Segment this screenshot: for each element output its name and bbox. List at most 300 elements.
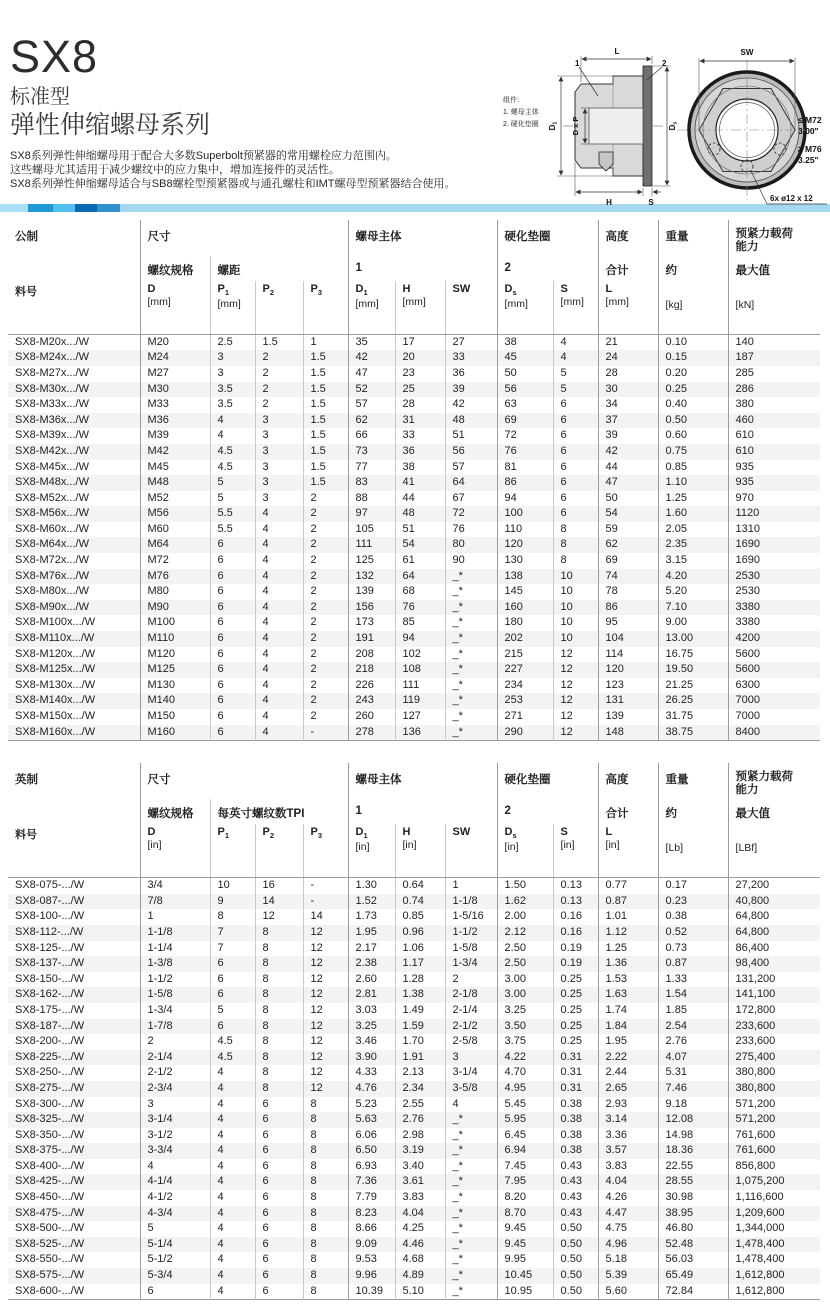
value-cell: M30 <box>140 382 210 398</box>
series-subtitle: 弹性伸缩螺母系列 <box>10 111 211 139</box>
value-cell: 2 <box>303 584 348 600</box>
part-number-cell: SX8-275-.../W <box>15 1081 85 1094</box>
value-cell: 1.5 <box>303 413 348 429</box>
column-header: SW <box>445 281 497 335</box>
value-cell: 8 <box>255 1003 303 1019</box>
legend-title: 组件: <box>503 97 519 104</box>
value-cell: 160 <box>497 600 553 616</box>
value-cell: 12 <box>255 909 303 925</box>
value-cell: 5600 <box>728 662 820 678</box>
value-cell: 5.95 <box>497 1112 553 1128</box>
value-cell: 98,400 <box>728 956 820 972</box>
value-cell: 2 <box>140 1034 210 1050</box>
part-number-cell: SX8-M130x.../W <box>15 678 96 691</box>
value-cell: 0.43 <box>553 1174 598 1190</box>
table-row <box>8 522 820 538</box>
value-cell: _* <box>445 1237 497 1253</box>
part-number-cell: SX8-M120x.../W <box>15 647 96 660</box>
value-cell: 4.04 <box>598 1174 658 1190</box>
table-row <box>8 1206 820 1222</box>
value-cell: 2 <box>303 537 348 553</box>
value-cell: 3.25 <box>497 1003 553 1019</box>
value-cell: 8 <box>303 1252 348 1268</box>
value-cell: 380,800 <box>728 1081 820 1097</box>
value-cell: 38.95 <box>658 1206 728 1222</box>
value-cell: 8 <box>255 941 303 957</box>
part-number-cell: SX8-550-.../W <box>15 1253 85 1266</box>
group-dimensions: 尺寸 <box>140 220 348 256</box>
value-cell: 3.5 <box>210 382 255 398</box>
value-cell: _* <box>445 615 497 631</box>
value-cell: 0.38 <box>553 1143 598 1159</box>
value-cell: 120 <box>598 662 658 678</box>
value-cell: 56 <box>497 382 553 398</box>
value-cell: 41 <box>395 475 445 491</box>
value-cell: 127 <box>395 709 445 725</box>
value-cell: 28 <box>395 397 445 413</box>
group-dimensions: 尺寸 <box>140 763 348 799</box>
table-row <box>8 584 820 600</box>
value-cell: 2530 <box>728 584 820 600</box>
value-cell: 0.43 <box>553 1159 598 1175</box>
value-cell: 47 <box>598 475 658 491</box>
value-cell: 12 <box>553 647 598 663</box>
value-cell: 1 <box>445 878 497 894</box>
column-header: S [mm] <box>553 281 598 335</box>
value-cell: 86 <box>497 475 553 491</box>
value-cell: 4-3/4 <box>140 1206 210 1222</box>
value-cell: 12 <box>303 956 348 972</box>
value-cell: 243 <box>348 693 395 709</box>
value-cell: M72 <box>140 553 210 569</box>
value-cell: 1.38 <box>395 987 445 1003</box>
value-cell: 1.85 <box>658 1003 728 1019</box>
table-row <box>8 1081 820 1097</box>
value-cell: 4 <box>255 725 303 741</box>
value-cell: 1.53 <box>598 972 658 988</box>
value-cell: 28.55 <box>658 1174 728 1190</box>
value-cell: 9.18 <box>658 1097 728 1113</box>
value-cell: 12 <box>303 987 348 1003</box>
value-cell: M36 <box>140 413 210 429</box>
value-cell: 6 <box>210 647 255 663</box>
washer-section <box>643 66 652 186</box>
group-weight-sub: 约 <box>658 256 728 281</box>
value-cell: 8 <box>210 909 255 925</box>
value-cell: 0.38 <box>553 1097 598 1113</box>
table-row <box>8 350 820 366</box>
value-cell: 4200 <box>728 631 820 647</box>
value-cell: 4.20 <box>658 569 728 585</box>
value-cell: 0.50 <box>553 1221 598 1237</box>
table-row <box>8 956 820 972</box>
value-cell: 33 <box>445 350 497 366</box>
table-row <box>8 553 820 569</box>
value-cell: 4 <box>255 584 303 600</box>
value-cell: 3-1/4 <box>445 1065 497 1081</box>
value-cell: 1.73 <box>348 909 395 925</box>
value-cell: 6 <box>255 1159 303 1175</box>
value-cell: 2 <box>303 615 348 631</box>
note-small-size-in: 3.00" <box>798 126 819 136</box>
technical-drawing <box>495 34 830 212</box>
value-cell: _* <box>445 1159 497 1175</box>
value-cell: 3-1/4 <box>140 1112 210 1128</box>
value-cell: 23 <box>395 366 445 382</box>
value-cell: 18.36 <box>658 1143 728 1159</box>
value-cell: 1.36 <box>598 956 658 972</box>
value-cell: 0.75 <box>658 444 728 460</box>
value-cell: 4 <box>255 615 303 631</box>
group-height-sub: 合计 <box>598 256 658 281</box>
value-cell: 73 <box>348 444 395 460</box>
table-row <box>8 1034 820 1050</box>
value-cell: 1690 <box>728 553 820 569</box>
value-cell: 108 <box>395 662 445 678</box>
value-cell: 1-1/2 <box>140 972 210 988</box>
legend-item-washer: 2. 硬化垫圈 <box>503 121 539 128</box>
column-header: $D_1$ [in] <box>348 824 395 878</box>
value-cell: 4.07 <box>658 1050 728 1066</box>
part-number-cell: SX8-M45x.../W <box>15 460 89 473</box>
value-cell: 1.30 <box>348 878 395 894</box>
value-cell: 14.98 <box>658 1128 728 1144</box>
value-cell: 0.85 <box>395 909 445 925</box>
value-cell: _* <box>445 1284 497 1300</box>
value-cell: 610 <box>728 428 820 444</box>
value-cell: 1.17 <box>395 956 445 972</box>
value-cell: 12 <box>303 1003 348 1019</box>
value-cell: 1-1/4 <box>140 941 210 957</box>
part-number-cell: SX8-100-.../W <box>15 910 85 923</box>
dim-label-SW: SW <box>740 48 754 57</box>
value-cell: 1,075,200 <box>728 1174 820 1190</box>
value-cell: 1.50 <box>497 878 553 894</box>
value-cell: 6 <box>210 693 255 709</box>
value-cell: 3 <box>445 1050 497 1066</box>
value-cell: 1.28 <box>395 972 445 988</box>
value-cell: 0.38 <box>658 909 728 925</box>
value-cell: 1.5 <box>303 475 348 491</box>
column-header: $D_1$ [mm] <box>348 281 395 335</box>
value-cell: 4 <box>553 334 598 350</box>
value-cell: 12 <box>303 1019 348 1035</box>
value-cell: 7.79 <box>348 1190 395 1206</box>
value-cell: 1.5 <box>303 397 348 413</box>
value-cell: 4 <box>210 1221 255 1237</box>
metric-subgroup-row <box>8 256 820 281</box>
value-cell: 145 <box>497 584 553 600</box>
value-cell: 1-1/8 <box>140 925 210 941</box>
value-cell: 4 <box>210 1268 255 1284</box>
value-cell: 6 <box>255 1190 303 1206</box>
value-cell: 5-1/2 <box>140 1252 210 1268</box>
value-cell: 10 <box>553 631 598 647</box>
value-cell: 5 <box>140 1221 210 1237</box>
group-thread-spec: 螺纹规格 <box>140 799 210 824</box>
value-cell: 8 <box>303 1284 348 1300</box>
value-cell: 14 <box>303 909 348 925</box>
value-cell: _* <box>445 600 497 616</box>
value-cell: 12 <box>303 1081 348 1097</box>
value-cell: 4 <box>255 693 303 709</box>
value-cell: 3-1/2 <box>140 1128 210 1144</box>
intro-line: 这些螺母尤其适用于减少螺纹中的应力集中，增加连接件的灵活性。 <box>10 163 340 176</box>
value-cell: 30.98 <box>658 1190 728 1206</box>
value-cell: 2 <box>303 693 348 709</box>
value-cell: 2 <box>255 350 303 366</box>
value-cell: 5 <box>210 491 255 507</box>
value-cell: 62 <box>598 537 658 553</box>
value-cell: 4.5 <box>210 1050 255 1066</box>
value-cell: 102 <box>395 647 445 663</box>
value-cell: M100 <box>140 615 210 631</box>
column-header: $P_2$ <box>255 824 303 878</box>
value-cell: 4.47 <box>598 1206 658 1222</box>
value-cell: 1.10 <box>658 475 728 491</box>
table-row <box>8 600 820 616</box>
column-header: $P_3$ <box>303 281 348 335</box>
value-cell: 5.31 <box>658 1065 728 1081</box>
value-cell: 208 <box>348 647 395 663</box>
value-cell: 3 <box>210 350 255 366</box>
value-cell: 4 <box>140 1159 210 1175</box>
table-row <box>8 1237 820 1253</box>
value-cell: 78 <box>598 584 658 600</box>
value-cell: 8 <box>255 1050 303 1066</box>
value-cell: 761,600 <box>728 1128 820 1144</box>
value-cell: 12.08 <box>658 1112 728 1128</box>
part-number-cell: SX8-400-.../W <box>15 1159 85 1172</box>
value-cell: _* <box>445 1174 497 1190</box>
value-cell: 20 <box>395 350 445 366</box>
value-cell: M125 <box>140 662 210 678</box>
value-cell: 6 <box>255 1112 303 1128</box>
value-cell: 2.76 <box>395 1112 445 1128</box>
value-cell: 5600 <box>728 647 820 663</box>
value-cell: 1-1/8 <box>445 894 497 910</box>
table-row <box>8 1143 820 1159</box>
table-row <box>8 475 820 491</box>
value-cell: 54 <box>598 506 658 522</box>
value-cell: 2.34 <box>395 1081 445 1097</box>
value-cell: 4 <box>210 1206 255 1222</box>
part-number-cell: SX8-125-.../W <box>15 941 85 954</box>
note-large-size: ≥ M76 <box>798 144 822 154</box>
value-cell: 226 <box>348 678 395 694</box>
value-cell: 2.12 <box>497 925 553 941</box>
part-number-cell: SX8-M90x.../W <box>15 600 89 613</box>
value-cell: 0.17 <box>658 878 728 894</box>
value-cell: 3.83 <box>598 1159 658 1175</box>
part-number-cell: SX8-137-.../W <box>15 957 85 970</box>
value-cell: 8 <box>255 925 303 941</box>
part-number-cell: SX8-M110x.../W <box>15 632 95 645</box>
value-cell: M48 <box>140 475 210 491</box>
column-header: H [in] <box>395 824 445 878</box>
value-cell: 2 <box>303 709 348 725</box>
intro-line: SX8系列弹性伸缩螺母用于配合大多数Superbolt预紧器的常用螺栓应力范围内。 <box>10 149 397 162</box>
value-cell: 2 <box>303 600 348 616</box>
value-cell: 4 <box>255 569 303 585</box>
value-cell: 172,800 <box>728 1003 820 1019</box>
value-cell: 253 <box>497 693 553 709</box>
value-cell: M130 <box>140 678 210 694</box>
value-cell: 6 <box>210 584 255 600</box>
part-number-cell: SX8-225-.../W <box>15 1050 85 1063</box>
value-cell: 74 <box>598 569 658 585</box>
part-number-cell: SX8-250-.../W <box>15 1066 85 1079</box>
value-cell: 4 <box>210 1097 255 1113</box>
value-cell: 2 <box>303 678 348 694</box>
value-cell: 6 <box>210 600 255 616</box>
value-cell: 48 <box>395 506 445 522</box>
group-nut-body: 螺母主体 <box>348 763 497 799</box>
value-cell: 4 <box>255 600 303 616</box>
note-small-size: ≤ M72 <box>798 115 822 125</box>
value-cell: 4 <box>210 1143 255 1159</box>
value-cell: 2.50 <box>497 941 553 957</box>
value-cell: 2 <box>303 506 348 522</box>
value-cell: 8 <box>303 1112 348 1128</box>
value-cell: 10 <box>210 878 255 894</box>
part-number-cell: SX8-M60x.../W <box>15 522 89 535</box>
value-cell: 4.46 <box>395 1237 445 1253</box>
value-cell: 10 <box>553 584 598 600</box>
value-cell: 0.87 <box>598 894 658 910</box>
value-cell: 1310 <box>728 522 820 538</box>
value-cell: 6 <box>210 972 255 988</box>
value-cell: 2.55 <box>395 1097 445 1113</box>
value-cell: 80 <box>445 537 497 553</box>
value-cell: 0.25 <box>553 1003 598 1019</box>
value-cell: 6 <box>553 444 598 460</box>
value-cell: 36 <box>395 444 445 460</box>
value-cell: 1.5 <box>303 428 348 444</box>
value-cell: 4 <box>210 1128 255 1144</box>
value-cell: 5.39 <box>598 1268 658 1284</box>
value-cell: 136 <box>395 725 445 741</box>
bar-segment <box>28 204 53 212</box>
value-cell: 38 <box>395 460 445 476</box>
value-cell: 139 <box>348 584 395 600</box>
value-cell: 3.50 <box>497 1019 553 1035</box>
value-cell: _* <box>445 1128 497 1144</box>
value-cell: 8.66 <box>348 1221 395 1237</box>
value-cell: 180 <box>497 615 553 631</box>
value-cell: 2 <box>255 397 303 413</box>
table-row <box>8 662 820 678</box>
value-cell: 114 <box>598 647 658 663</box>
value-cell: 10 <box>553 569 598 585</box>
value-cell: 31 <box>395 413 445 429</box>
dim-label-DxP: D x P <box>571 116 580 136</box>
callout-washer: 2 <box>662 59 667 68</box>
value-cell: 2.76 <box>658 1034 728 1050</box>
part-number-cell: SX8-175-.../W <box>15 1003 85 1016</box>
value-cell: 215 <box>497 647 553 663</box>
part-number-cell: SX8-M160x.../W <box>15 725 96 738</box>
table-row <box>8 972 820 988</box>
value-cell: M27 <box>140 366 210 382</box>
value-cell: 76 <box>497 444 553 460</box>
value-cell: 4 <box>210 1174 255 1190</box>
value-cell: 173 <box>348 615 395 631</box>
part-number-cell: SX8-325-.../W <box>15 1113 85 1126</box>
value-cell: 64 <box>395 569 445 585</box>
value-cell: 24 <box>598 350 658 366</box>
value-cell: 3 <box>210 366 255 382</box>
dim-label-Ds: Ds <box>668 121 679 131</box>
value-cell: 2 <box>445 972 497 988</box>
value-cell: 0.43 <box>553 1190 598 1206</box>
value-cell: 10.39 <box>348 1284 395 1300</box>
value-cell: 59 <box>598 522 658 538</box>
group-weight: 重量 <box>658 763 728 799</box>
value-cell: 2 <box>255 366 303 382</box>
value-cell: 27 <box>445 334 497 350</box>
value-cell: 44 <box>395 491 445 507</box>
value-cell: 4.68 <box>395 1252 445 1268</box>
value-cell: 12 <box>303 972 348 988</box>
value-cell: 5.18 <box>598 1252 658 1268</box>
value-cell: _* <box>445 647 497 663</box>
value-cell: 42 <box>348 350 395 366</box>
value-cell: 6.45 <box>497 1128 553 1144</box>
dim-label-H: H <box>606 198 612 207</box>
value-cell: 2.05 <box>658 522 728 538</box>
value-cell: _* <box>445 1252 497 1268</box>
value-cell: 12 <box>303 941 348 957</box>
value-cell: _* <box>445 631 497 647</box>
value-cell: 3.57 <box>598 1143 658 1159</box>
value-cell: 42 <box>598 444 658 460</box>
value-cell: 571,200 <box>728 1112 820 1128</box>
value-cell: 278 <box>348 725 395 741</box>
value-cell: 4 <box>210 1252 255 1268</box>
value-cell: 970 <box>728 491 820 507</box>
value-cell: 7 <box>210 941 255 957</box>
callout-nut-body: 1 <box>575 59 580 68</box>
value-cell: _* <box>445 725 497 741</box>
value-cell: 8 <box>553 522 598 538</box>
value-cell: 3.5 <box>210 397 255 413</box>
part-number-cell: SX8-500-.../W <box>15 1222 85 1235</box>
value-cell: 1-7/8 <box>140 1019 210 1035</box>
value-cell: 12 <box>553 693 598 709</box>
value-cell: 4 <box>210 1112 255 1128</box>
part-number-cell: SX8-200-.../W <box>15 1035 85 1048</box>
value-cell: 935 <box>728 475 820 491</box>
value-cell: 156 <box>348 600 395 616</box>
value-cell: 0.25 <box>553 1034 598 1050</box>
value-cell: 1-5/8 <box>445 941 497 957</box>
value-cell: 9.95 <box>497 1252 553 1268</box>
value-cell: 8 <box>303 1143 348 1159</box>
value-cell: M42 <box>140 444 210 460</box>
value-cell: 2-1/4 <box>140 1050 210 1066</box>
value-cell: _* <box>445 1221 497 1237</box>
value-cell: 51 <box>445 428 497 444</box>
value-cell: 62 <box>348 413 395 429</box>
column-header: L [mm] <box>598 281 658 335</box>
value-cell: 6 <box>553 413 598 429</box>
value-cell: 4 <box>553 350 598 366</box>
value-cell: 7.36 <box>348 1174 395 1190</box>
value-cell: 6300 <box>728 678 820 694</box>
value-cell: 0.19 <box>553 941 598 957</box>
column-header: $P_1$ <box>210 824 255 878</box>
